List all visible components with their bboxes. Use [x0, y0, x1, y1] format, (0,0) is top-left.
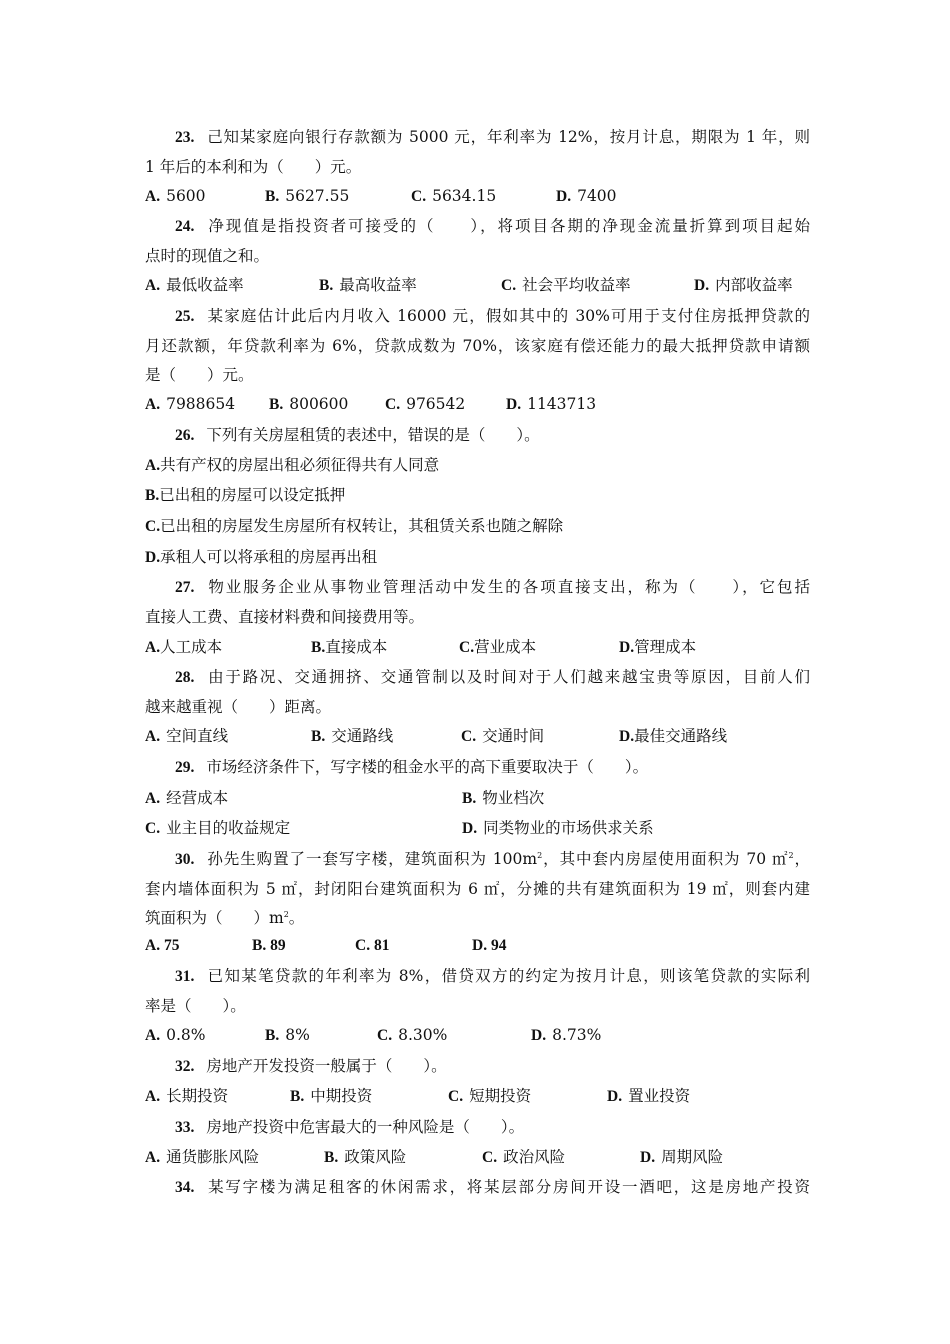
- question-26-option-c: C.已出租的房屋发生房屋所有权转让，其租赁关系也随之解除: [145, 517, 564, 535]
- option-c: C. 81: [355, 937, 390, 954]
- option-a: A. 经营成本: [145, 789, 229, 807]
- option-a: A. 通货膨胀风险: [145, 1148, 260, 1166]
- question-28-line-1: [175, 662, 810, 692]
- question-31-options: [145, 1020, 810, 1050]
- option-c: C. 短期投资: [448, 1087, 532, 1105]
- question-28-line-2: 越来越重视（ ）距离。: [145, 698, 332, 716]
- question-31-line-1: [175, 961, 810, 991]
- question-27-options: [145, 632, 810, 662]
- option-d: D. 94: [472, 937, 507, 954]
- superscript: 2: [537, 850, 543, 860]
- option-b: B. 政策风险: [324, 1148, 407, 1166]
- option-c: C. 政治风险: [482, 1148, 566, 1166]
- option-b: B. 5627.55: [265, 187, 350, 205]
- option-b: B. 物业档次: [462, 789, 545, 807]
- question-text: 孙先生购置了一套写字楼，建筑面积为 100m: [206, 850, 538, 868]
- question-31-line-2: 率是（ ）。: [145, 997, 246, 1015]
- question-text: 下列有关房屋租赁的表述中，错误的是（ ）。: [206, 426, 540, 444]
- option-d: D. 8.73%: [531, 1026, 602, 1044]
- question-number: 33.: [175, 1119, 195, 1136]
- question-text: 己知某家庭向银行存款额为 5000 元，年利率为 12%，按月计息，期限为 1 年，则: [206, 128, 810, 146]
- option-d: D. 7400: [556, 187, 617, 205]
- question-text-continued: ，其中套内房屋使用面积为 70 ㎡: [542, 850, 789, 868]
- option-c: C. 交通时间: [461, 727, 545, 745]
- question-34-line-1: [175, 1172, 810, 1202]
- question-text: 净现值是指投资者可接受的（ ），将项目各期的净现金流量折算到项目起始: [206, 217, 810, 235]
- question-number: 26.: [175, 427, 195, 444]
- question-29-options-row-1: [145, 783, 810, 813]
- question-number: 23.: [175, 129, 195, 146]
- question-number: 32.: [175, 1058, 195, 1075]
- question-30-line-1: 30. 孙先生购置了一套写字楼，建筑面积为 $100m^2$，其中套内房屋使用面积为 70 ㎡$^2$，: [175, 850, 810, 868]
- option-a: A. 长期投资: [145, 1087, 229, 1105]
- question-29-options-row-2: [145, 813, 810, 843]
- option-b: B.直接成本: [311, 638, 388, 656]
- option-c: C. 业主目的收益规定: [145, 819, 291, 837]
- superscript: 2: [283, 909, 289, 919]
- question-24-options: [145, 270, 810, 300]
- question-25-line-3: 是（ ）元。: [145, 366, 254, 384]
- option-d: D.最佳交通路线: [619, 727, 728, 745]
- question-24-line-2: 点时的现值之和。: [145, 247, 270, 265]
- option-c: C. 976542: [385, 395, 466, 413]
- question-30-line-3: 筑面积为（ ）$m^2$。: [145, 909, 305, 927]
- option-d: D. 同类物业的市场供求关系: [462, 819, 654, 837]
- question-number: 24.: [175, 218, 195, 235]
- question-26-option-d: D.承租人可以将承租的房屋再出租: [145, 548, 378, 566]
- option-d: D. 置业投资: [607, 1087, 691, 1105]
- question-26-option-b: B.已出租的房屋可以设定抵押: [145, 486, 346, 504]
- option-c: C.营业成本: [459, 638, 537, 656]
- option-a: A.人工成本: [145, 638, 223, 656]
- option-c: C. 5634.15: [411, 187, 497, 205]
- question-33-options: [145, 1142, 810, 1172]
- question-23-line-1: [175, 122, 810, 152]
- question-23-options: [145, 181, 810, 211]
- question-23-line-2: 1 年后的本利和为（ ）元。: [145, 158, 362, 176]
- question-text: 市场经济条件下，写字楼的租金水平的高下重要取决于（ ）。: [206, 758, 649, 776]
- option-d: D.管理成本: [619, 638, 697, 656]
- option-c: C. 8.30%: [377, 1026, 448, 1044]
- question-number: 25.: [175, 308, 195, 325]
- option-b: B. 89: [252, 937, 286, 954]
- question-29-line-1: [175, 752, 810, 782]
- option-c: C. 社会平均收益率: [501, 276, 631, 294]
- option-b: B. 交通路线: [311, 727, 394, 745]
- question-25-line-1: [175, 301, 810, 331]
- option-d: D. 内部收益率: [694, 276, 793, 294]
- question-text: 由于路况、交通拥挤、交通管制以及时间对于人们越来越宝贵等原因，目前人们: [206, 668, 810, 686]
- option-b: B. 最高收益率: [319, 276, 417, 294]
- question-28-options: [145, 721, 810, 751]
- option-b: B. 中期投资: [290, 1087, 373, 1105]
- question-number: 30.: [175, 851, 195, 868]
- question-25-line-2: 月还款额，年贷款利率为 6%，贷款成数为 70%，该家庭有偿还能力的最大抵押贷款申请额: [145, 337, 810, 355]
- question-number: 29.: [175, 759, 195, 776]
- question-30-options: [145, 931, 810, 961]
- option-a: A. 0.8%: [145, 1026, 206, 1044]
- option-d: D. 1143713: [506, 395, 597, 413]
- question-number: 28.: [175, 669, 195, 686]
- option-d: D. 周期风险: [640, 1148, 724, 1166]
- question-text: 物业服务企业从事物业管理活动中发生的各项直接支出，称为（ ），它包括: [206, 578, 810, 596]
- option-a: A. 最低收益率: [145, 276, 244, 294]
- question-26-option-a: A.共有产权的房屋出租必须征得共有人同意: [145, 456, 440, 474]
- question-27-line-2: 直接人工费、直接材料费和间接费用等。: [145, 608, 425, 626]
- question-27-line-1: [175, 572, 810, 602]
- superscript: 2: [788, 850, 794, 860]
- question-33-line-1: [175, 1112, 810, 1142]
- option-a: A. 5600: [145, 187, 206, 205]
- option-b: B. 8%: [265, 1026, 310, 1044]
- question-text: 房地产开发投资一般属于（ ）。: [206, 1057, 447, 1075]
- option-a: A. 75: [145, 937, 180, 954]
- question-text: 某写字楼为满足租客的休闲需求，将某层部分房间开设一酒吧，这是房地产投资: [206, 1178, 810, 1196]
- question-24-line-1: [175, 211, 810, 241]
- question-number: 27.: [175, 579, 195, 596]
- question-number: 31.: [175, 968, 195, 985]
- option-a: A. 7988654: [145, 395, 236, 413]
- question-text: 某家庭估计此后内月收入 16000 元，假如其中的 30%可用于支付住房抵押贷款的: [206, 307, 810, 325]
- question-number: 34.: [175, 1179, 195, 1196]
- question-30-line-2: 套内墙体面积为 5 ㎡，封闭阳台建筑面积为 6 ㎡，分摊的共有建筑面积为 19 ㎡，则套内建: [145, 880, 810, 898]
- option-a: A. 空间直线: [145, 727, 229, 745]
- question-25-options: [145, 389, 810, 419]
- question-32-line-1: [175, 1051, 810, 1081]
- question-32-options: [145, 1081, 810, 1111]
- question-text: 已知某笔贷款的年利率为 8%，借贷双方的约定为按月计息，则该笔贷款的实际利: [206, 967, 810, 985]
- question-text: 房地产投资中危害最大的一种风险是（ ）。: [206, 1118, 525, 1136]
- question-26-line-1: [175, 420, 810, 450]
- option-b: B. 800600: [269, 395, 349, 413]
